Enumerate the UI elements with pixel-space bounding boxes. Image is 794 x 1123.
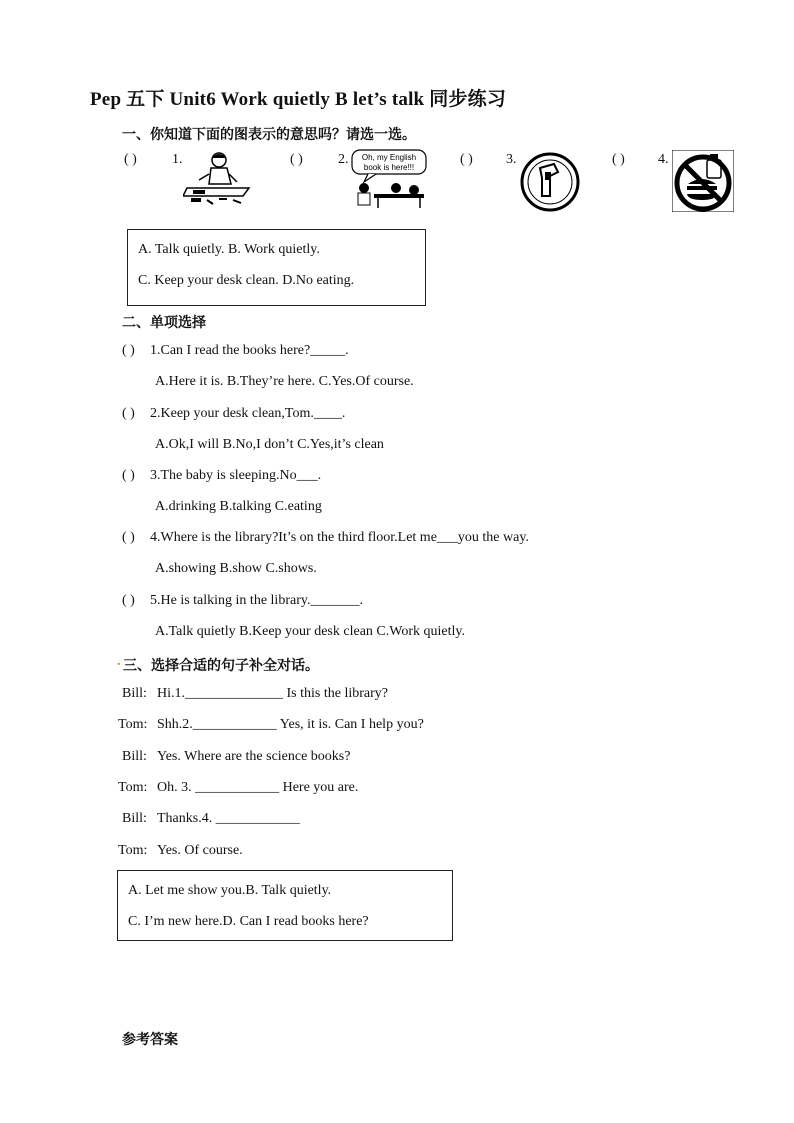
dialog-6-text: Yes. Of course. — [157, 843, 243, 858]
item-number-1: 1. — [172, 152, 183, 167]
answer-paren-4[interactable]: ( ) — [612, 152, 625, 167]
q1-answer-paren[interactable]: ( ) — [122, 343, 135, 358]
q1-stem: 1.Can I read the books here?_____. — [150, 343, 349, 358]
section-3-heading: 三、选择合适的句子补全对话。 — [123, 659, 319, 674]
english-book-picture — [348, 148, 432, 215]
dialog-4-speaker: Tom: — [118, 780, 148, 795]
section-1-heading: 一、你知道下面的图表示的意思吗？请选一选。 — [122, 128, 416, 143]
dialog-3-speaker: Bill: — [122, 749, 147, 764]
q5-stem: 5.He is talking in the library._______. — [150, 593, 363, 608]
part1-options-box — [127, 229, 426, 306]
q3-options: A.drinking B.talking C.eating — [155, 499, 322, 514]
q5-answer-paren[interactable]: ( ) — [122, 593, 135, 608]
item-number-4: 4. — [658, 152, 669, 167]
page-title: Pep 五下 Unit6 Work quietly B let’s talk 同步练习 — [90, 89, 507, 110]
part1-options-line-2: C. Keep your desk clean. D.No eating. — [138, 273, 355, 288]
q1-options: A.Here it is. B.They’re here. C.Yes.Of course. — [155, 374, 414, 389]
dialog-6-speaker: Tom: — [118, 843, 148, 858]
dialog-1-text: Hi.1.______________ Is this the library? — [157, 686, 388, 701]
section-2-heading: 二、单项选择 — [122, 316, 206, 331]
dialog-5-speaker: Bill: — [122, 811, 147, 826]
dialog-5-text: Thanks.4. ____________ — [157, 811, 300, 826]
speech-bubble-line2: book is here!!! — [363, 163, 415, 172]
dialog-3-text: Yes. Where are the science books? — [157, 749, 351, 764]
answer-paren-2[interactable]: ( ) — [290, 152, 303, 167]
speech-bubble-line1: Oh, my English — [361, 153, 417, 162]
dialog-1-speaker: Bill: — [122, 686, 147, 701]
no-eating-sign-picture — [672, 150, 734, 217]
student-at-desk-picture — [183, 150, 253, 213]
dialog-2-speaker: Tom: — [118, 717, 148, 732]
q5-options: A.Talk quietly B.Keep your desk clean C.Work quietly. — [155, 624, 465, 639]
item-number-2: 2. — [338, 152, 349, 167]
part3-options-line-2: C. I’m new here.D. Can I read books here? — [128, 914, 369, 929]
dialog-2-text: Shh.2.____________ Yes, it is. Can I help you? — [157, 717, 424, 732]
answer-paren-1[interactable]: ( ) — [124, 152, 137, 167]
keep-quiet-sign-picture — [520, 152, 580, 217]
part3-options-box — [117, 870, 453, 941]
item-number-3: 3. — [506, 152, 517, 167]
section-3-dot: . — [117, 654, 121, 669]
q4-answer-paren[interactable]: ( ) — [122, 530, 135, 545]
q2-options: A.Ok,I will B.No,I don’t C.Yes,it’s clean — [155, 437, 384, 452]
dialog-4-text: Oh. 3. ____________ Here you are. — [157, 780, 359, 795]
q3-stem: 3.The baby is sleeping.No___. — [150, 468, 322, 483]
part1-options-line-1: A. Talk quietly. B. Work quietly. — [138, 242, 320, 257]
q2-answer-paren[interactable]: ( ) — [122, 406, 135, 421]
q2-stem: 2.Keep your desk clean,Tom.____. — [150, 406, 346, 421]
answer-paren-3[interactable]: ( ) — [460, 152, 473, 167]
q4-options: A.showing B.show C.shows. — [155, 561, 317, 576]
q4-stem: 4.Where is the library?It’s on the third floor.Let me___you the way. — [150, 530, 529, 545]
q3-answer-paren[interactable]: ( ) — [122, 468, 135, 483]
answer-key-heading: 参考答案 — [122, 1033, 178, 1048]
part3-options-line-1: A. Let me show you.B. Talk quietly. — [128, 883, 332, 898]
